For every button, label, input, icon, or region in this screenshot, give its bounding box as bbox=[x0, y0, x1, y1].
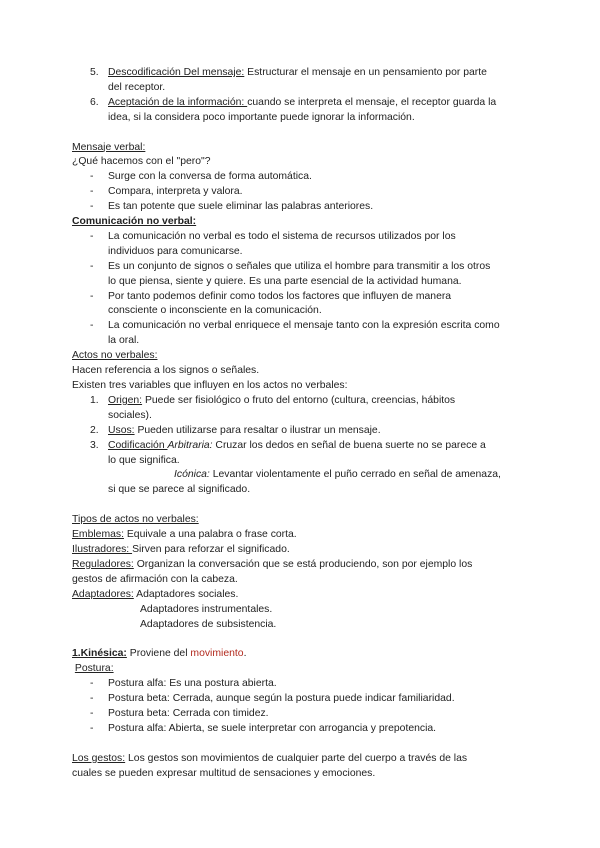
term-text: Organizan la conversación que se está produciendo, son por ejemplo los bbox=[133, 558, 473, 570]
item-text: Es tan potente que suele eliminar las palabras anteriores. bbox=[108, 201, 374, 213]
term-label: Reguladores: bbox=[72, 558, 134, 570]
arbitraria-label: Arbitraria: bbox=[167, 439, 213, 451]
item-text: Es un conjunto de signos o señales que utiliza el hombre para transmitir a los otros bbox=[108, 260, 491, 272]
item-text: Estructurar el mensaje en un pensamiento por parte bbox=[244, 67, 487, 78]
section-heading: Tipos de actos no verbales: bbox=[72, 514, 199, 526]
item-number: 2. bbox=[90, 424, 99, 436]
item-text: consciente o inconsciente en la comunicación. bbox=[108, 305, 322, 317]
list-item: - Surge con la conversa de forma automática. bbox=[72, 170, 532, 185]
section-heading: 1.Kinésica: bbox=[72, 648, 127, 660]
highlight-text: movimiento bbox=[190, 648, 244, 660]
list-item: - Postura alfa: Es una postura abierta. bbox=[72, 677, 532, 692]
item-text: sociales). bbox=[108, 409, 152, 421]
term-text: Adaptadores sociales. bbox=[136, 588, 239, 600]
list-item: - Postura alfa: Abierta, se suele interpretar con arrogancia y prepotencia. bbox=[72, 722, 532, 737]
term-text: Sirven para reforzar el significado. bbox=[132, 543, 290, 555]
term-text: gestos de afirmación con la cabeza. bbox=[72, 573, 238, 585]
item-text: Levantar violentamente el puño cerrado en señal de amenaza, bbox=[209, 469, 501, 481]
paragraph: Los gestos son movimientos de cualquier parte del cuerpo a través de las bbox=[125, 752, 468, 764]
term-label: Ilustradores: bbox=[72, 543, 133, 555]
list-item: - Por tanto podemos definir como todos los factores que influyen de manera consciente o inconsciente en la comunicación. bbox=[72, 290, 532, 320]
list-item bbox=[72, 439, 532, 469]
list-item: - Es tan potente que suele eliminar las palabras anteriores. bbox=[72, 200, 532, 215]
term-text: Equivale a una palabra o frase corta. bbox=[123, 529, 297, 541]
item-text: Postura alfa: Es una postura abierta. bbox=[108, 678, 277, 690]
item-text: La comunicación no verbal enriquece el mensaje tanto con la expresión escrita como bbox=[108, 320, 500, 332]
paragraph: cuales se pueden expresar multitud de sensaciones y emociones. bbox=[72, 767, 376, 779]
iconica-label: Icónica: bbox=[174, 469, 210, 481]
list-item: - Es un conjunto de signos o señales que utiliza el hombre para transmitir a los otros lo que piensa, siente y quiere. Es una parte esencial de la actividad humana. bbox=[72, 260, 532, 290]
item-text: Pueden utilizarse para resaltar o ilustrar un mensaje. bbox=[134, 424, 381, 436]
item-text: Postura beta: Cerrada, aunque según la postura puede indicar familiaridad. bbox=[108, 693, 455, 705]
list-item: - Postura beta: Cerrada, aunque según la postura puede indicar familiaridad. bbox=[72, 692, 532, 707]
list-item bbox=[72, 394, 532, 424]
item-text: Postura alfa: Abierta, se suele interpretar con arrogancia y prepotencia. bbox=[108, 722, 437, 734]
paragraph: Hacen referencia a los signos o señales. bbox=[72, 365, 260, 377]
term-text: Adaptadores instrumentales. bbox=[140, 603, 273, 615]
item-text: del receptor. bbox=[108, 81, 166, 93]
item-number: 6. bbox=[90, 96, 99, 108]
item-text: lo que piensa, siente y quiere. Es una parte esencial de la actividad humana. bbox=[108, 275, 462, 287]
item-text: individuos para comunicarse. bbox=[108, 245, 243, 257]
section-heading: Actos no verbales: bbox=[72, 350, 158, 362]
item-text: La comunicación no verbal es todo el sistema de recursos utilizados por los bbox=[108, 230, 456, 242]
item-number: 5. bbox=[90, 67, 99, 78]
term-label: Emblemas: bbox=[72, 529, 124, 541]
item-text: Por tanto podemos definir como todos los factores que influyen de manera bbox=[108, 290, 452, 302]
list-item: - Postura beta: Cerrada con timidez. bbox=[72, 707, 532, 722]
item-title: Aceptación de la información: bbox=[108, 96, 248, 108]
item-text: Postura beta: Cerrada con timidez. bbox=[108, 707, 269, 719]
item-title: Usos: bbox=[108, 424, 135, 436]
paragraph: . bbox=[243, 648, 247, 660]
list-item: - La comunicación no verbal es todo el sistema de recursos utilizados por los individuos para comunicarse. bbox=[72, 230, 532, 260]
list-item: - La comunicación no verbal enriquece el mensaje tanto con la expresión escrita como la oral. bbox=[72, 319, 532, 349]
item-text: Puede ser fisiológico o fruto del entorno (cultura, creencias, hábitos bbox=[142, 394, 456, 406]
term-label: Los gestos: bbox=[72, 752, 126, 764]
list-item bbox=[72, 96, 532, 126]
term-label: Adaptadores: bbox=[72, 588, 134, 600]
document-page bbox=[72, 66, 532, 781]
item-text: cuando se interpreta el mensaje, el receptor guarda la bbox=[247, 96, 497, 108]
item-text: lo que significa. bbox=[108, 454, 180, 466]
item-title: Codificación bbox=[108, 439, 168, 451]
subsection-heading: Postura: bbox=[74, 663, 114, 675]
item-text: idea, si la considera poco importante puede ignorar la información. bbox=[108, 111, 415, 123]
paragraph: ¿Qué hacemos con el "pero"? bbox=[72, 156, 211, 168]
list-item bbox=[72, 66, 532, 96]
section-heading: Mensaje verbal: bbox=[72, 141, 146, 153]
paragraph: Proviene del bbox=[126, 648, 191, 660]
term-text: Adaptadores de subsistencia. bbox=[140, 618, 277, 630]
list-item: - Compara, interpreta y valora. bbox=[72, 185, 532, 200]
item-title: Descodificación Del mensaje: bbox=[108, 67, 245, 78]
item-title: Origen: bbox=[108, 394, 143, 406]
item-text: Cruzar los dedos en señal de buena suerte no se parece a bbox=[212, 439, 486, 451]
item-text: Compara, interpreta y valora. bbox=[108, 186, 243, 198]
paragraph: Existen tres variables que influyen en los actos no verbales: bbox=[72, 380, 348, 392]
section-heading: Comunicación no verbal: bbox=[72, 216, 197, 228]
item-text: Surge con la conversa de forma automática. bbox=[108, 171, 312, 183]
intro-list bbox=[72, 66, 532, 126]
item-text: si que se parece al significado. bbox=[108, 484, 251, 496]
item-number: 1. bbox=[90, 394, 99, 406]
item-number: 3. bbox=[90, 439, 99, 451]
item-text: la oral. bbox=[108, 335, 140, 347]
list-item bbox=[72, 424, 532, 439]
